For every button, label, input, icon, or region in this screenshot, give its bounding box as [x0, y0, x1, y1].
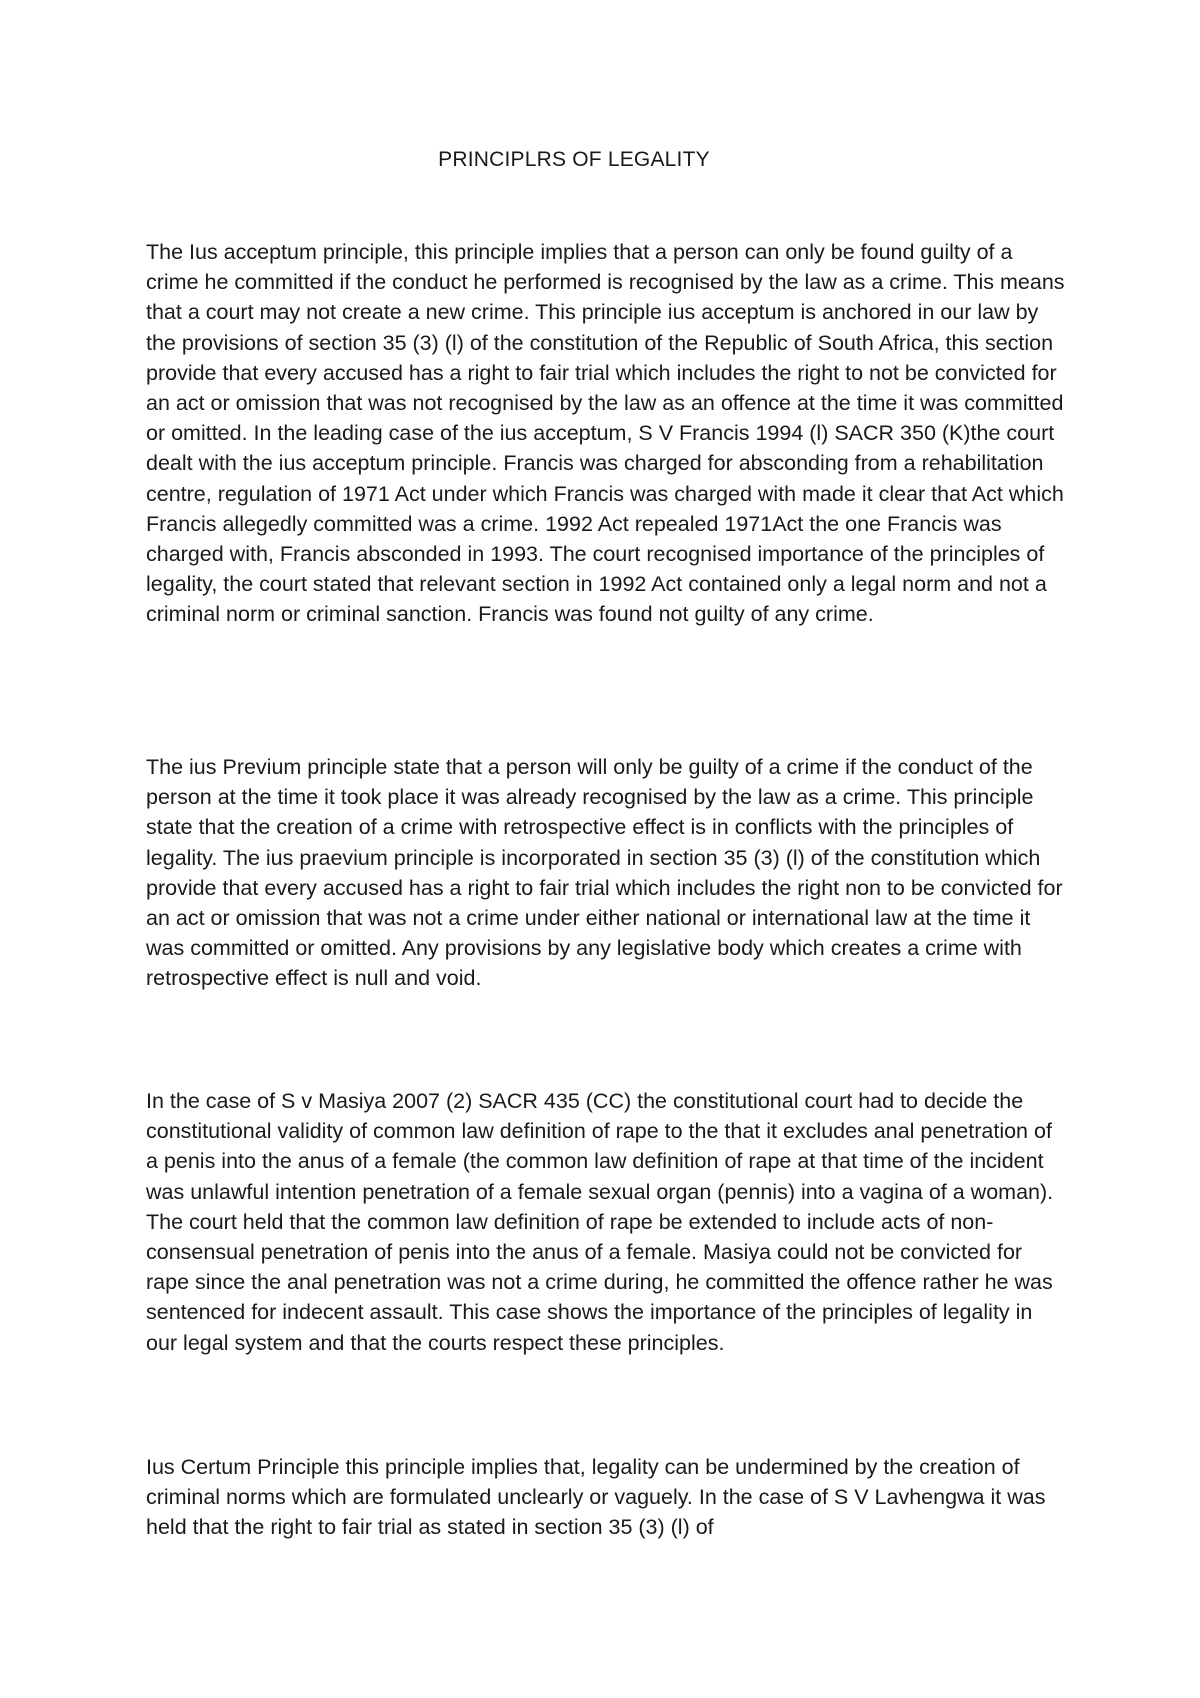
paragraph-ius-acceptum: The Ius acceptum principle, this principle implies that a person can only be found guilty of a crime he committed if the conduct he performed is recognised by the law as a crime. This means that a court may not create a new crime. This principle ius acceptum is anchored in our law by the provisions of section 35 (3) (l) of the constitution of the Republic of South Africa, this section provide that every accused has a right to fair trial which includes the right to not be convicted for an act or omission that was not recognised by the law as an offence at the time it was committed or omitted. In the leading case of the ius acceptum, S V Francis 1994 (l) SACR 350 (K)the court dealt with the ius acceptum principle. Francis was charged for absconding from a rehabilitation centre, regulation of 1971 Act under which Francis was charged with made it clear that Act which Francis allegedly committed was a crime. 1992 Act repealed 1971Act the one Francis was charged with, Francis absconded in 1993. The court recognised importance of the principles of legality, the court stated that relevant section in 1992 Act contained only a legal norm and not a criminal norm or criminal sanction. Francis was found not guilty of any crime. [146, 240, 1065, 627]
paragraph-ius-certum: Ius Certum Principle this principle implies that, legality can be undermined by the creation of criminal norms which are formulated unclearly or vaguely. In the case of S V Lavhengwa it was held that the right to fair trial as stated in section 35 (3) (l) of [146, 1455, 1046, 1540]
paragraph-ius-praevium: The ius Previum principle state that a person will only be guilty of a crime if the conduct of the person at the time it took place it was already recognised by the law as a crime. This principle state that the creation of a crime with retrospective effect is in conflicts with the principles of legality. The ius praevium principle is incorporated in section 35 (3) (l) of the constitution which provide that every accused has a right to fair trial which includes the right non to be convicted for an act or omission that was not a crime under either national or international law at the time it was committed or omitted. Any provisions by any legislative body which creates a crime with retrospective effect is null and void. [146, 755, 1063, 991]
document-title: PRINCIPLRS OF LEGALITY [438, 148, 710, 171]
paragraph-masiya-case: In the case of S v Masiya 2007 (2) SACR 435 (CC) the constitutional court had to decide the constitutional validity of common law definition of rape to the that it excludes anal penetration of a penis into the anus of a female (the common law definition of rape at that time of the incident was unlawful intention penetration of a female sexual organ (pennis) into a vagina of a woman). The court held that the common law definition of rape be extended to include acts of non-consensual penetration of penis into the anus of a female. Masiya could not be convicted for rape since the anal penetration was not a crime during, he committed the offence rather he was sentenced for indecent assault. This case shows the importance of the principles of legality in our legal system and that the courts respect these principles. [146, 1089, 1054, 1355]
